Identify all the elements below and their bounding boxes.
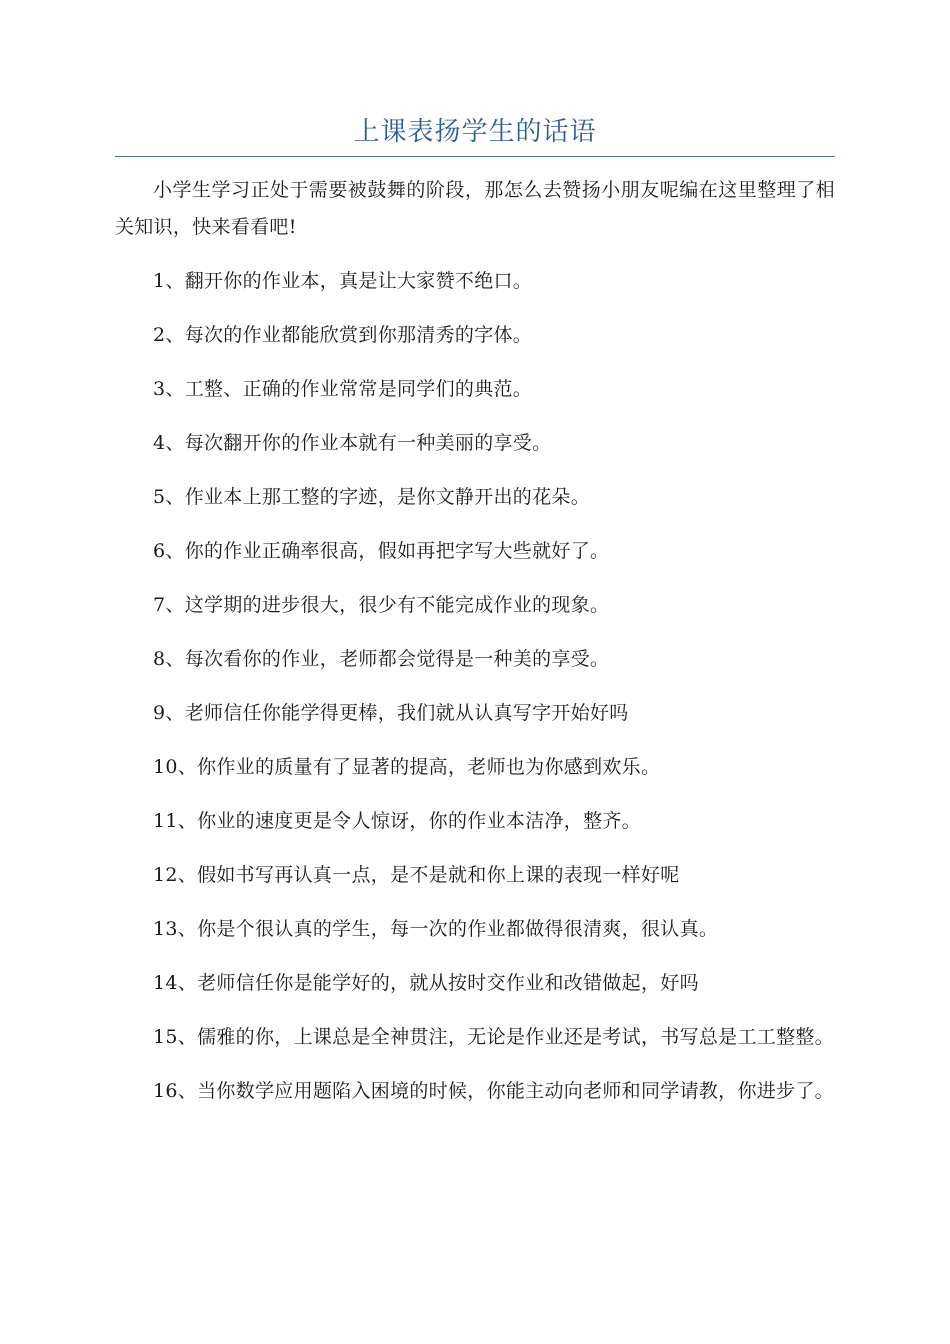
list-item: 10、你作业的质量有了显著的提高，老师也为你感到欢乐。 <box>153 756 661 778</box>
list-item: 1、翻开你的作业本，真是让大家赞不绝口。 <box>153 270 533 292</box>
document-body <box>115 172 835 1127</box>
list-item: 11、你业的速度更是令人惊讶，你的作业本洁净，整齐。 <box>153 810 641 832</box>
list-item: 7、这学期的进步很大，很少有不能完成作业的现象。 <box>153 594 610 616</box>
list-item: 2、每次的作业都能欣赏到你那清秀的字体。 <box>153 324 533 346</box>
list-item: 14、老师信任你是能学好的，就从按时交作业和改错做起，好吗 <box>153 972 699 994</box>
title-header <box>115 112 835 157</box>
list-item: 15、儒雅的你，上课总是全神贯注，无论是作业还是考试，书写总是工工整整。 <box>153 1026 834 1048</box>
intro-paragraph: 小学生学习正处于需要被鼓舞的阶段，那怎么去赞扬小朋友呢编在这里整理了相关知识，快来看看吧! <box>115 179 835 238</box>
list-item: 5、作业本上那工整的字迹，是你文静开出的花朵。 <box>153 486 590 508</box>
list-item: 4、每次翻开你的作业本就有一种美丽的享受。 <box>153 432 552 454</box>
page-title: 上课表扬学生的话语 <box>353 117 597 147</box>
list-item: 8、每次看你的作业，老师都会觉得是一种美的享受。 <box>153 648 610 670</box>
list-item: 13、你是个很认真的学生，每一次的作业都做得很清爽，很认真。 <box>153 918 719 940</box>
list-item: 9、老师信任你能学得更棒，我们就从认真写字开始好吗 <box>153 702 629 724</box>
list-item: 6、你的作业正确率很高，假如再把字写大些就好了。 <box>153 540 610 562</box>
list-item: 3、工整、正确的作业常常是同学们的典范。 <box>153 378 533 400</box>
list-item: 16、当你数学应用题陷入困境的时候，你能主动向老师和同学请教，你进步了。 <box>153 1080 834 1102</box>
list-item: 12、假如书写再认真一点，是不是就和你上课的表现一样好呢 <box>153 864 680 886</box>
